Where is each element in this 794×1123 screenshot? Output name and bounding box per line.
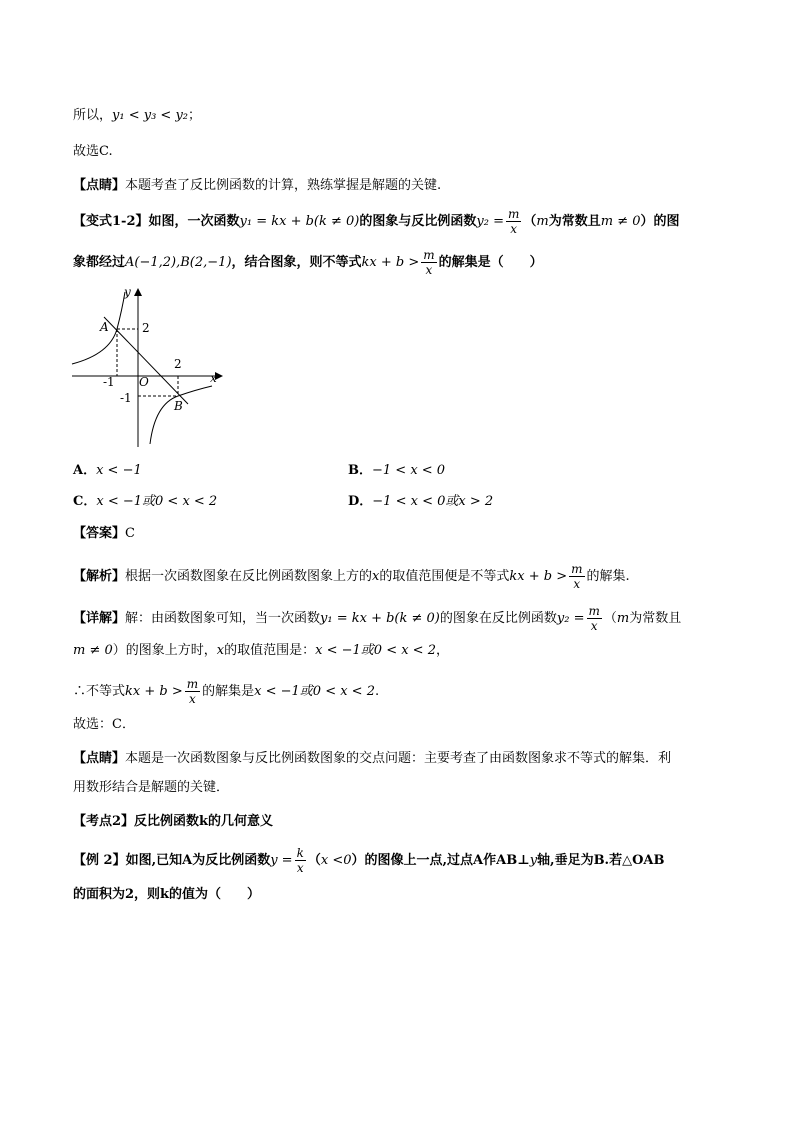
text: 解：由函数图象可知，当一次函数 xyxy=(125,611,321,626)
answer-text: C xyxy=(125,526,135,541)
text: （ xyxy=(523,214,537,229)
text: ）的图像上一点,过点A作AB⊥ xyxy=(351,853,530,868)
kaodian-heading: 【考点2】反比例函数k的几何意义 xyxy=(73,814,274,829)
math-inequality: kx + b > xyxy=(509,569,568,584)
text: 的图象在反比例函数 xyxy=(439,611,557,626)
fraction-numerator: k xyxy=(296,846,304,860)
dianjing-1 xyxy=(73,176,441,196)
math-x: x xyxy=(372,569,380,584)
text: ）的图象上方时， xyxy=(112,643,217,658)
option-label: C． xyxy=(73,494,97,509)
text: 的图象与反比例函数 xyxy=(359,214,477,229)
example-2-line-1 xyxy=(73,846,664,875)
fraction-m-over-x xyxy=(587,604,602,633)
text: 为常数且 xyxy=(548,214,601,229)
text: 轴,垂足为B.若△OAB xyxy=(537,853,665,868)
option-text: −1 < x < 0或x > 2 xyxy=(372,494,494,509)
statement-line-1 xyxy=(73,106,201,126)
math-m: m xyxy=(616,611,630,626)
x-axis-label: x xyxy=(210,371,217,385)
analysis-line xyxy=(73,562,630,591)
choose-line-2: 故选：C． xyxy=(73,717,135,732)
origin-label: O xyxy=(139,375,149,389)
text: ）的图 xyxy=(640,214,680,229)
text: ∴不等式 xyxy=(73,684,126,699)
option-b[interactable] xyxy=(348,461,445,481)
text: 的解集是（ ） xyxy=(438,255,543,270)
question-1-2-line-2 xyxy=(73,248,543,277)
fraction-m-over-x xyxy=(569,562,584,591)
fraction-numerator: m xyxy=(571,562,583,576)
fraction-denominator: x xyxy=(590,619,598,633)
dianjing-text: 本题考查了反比例函数的计算，熟练掌握是解题的关键. xyxy=(125,178,442,193)
text: ； xyxy=(188,108,202,123)
dianjing-2-line-2: 用数形结合是解题的关键． xyxy=(73,780,230,795)
text: ，结合图象，则不等式 xyxy=(231,255,362,270)
math-m: m xyxy=(536,214,549,229)
math-y: y xyxy=(529,853,538,868)
text: 的解集. xyxy=(586,569,630,584)
text: 如图,已知A为反比例函数 xyxy=(125,853,271,868)
function-graph xyxy=(60,282,230,452)
fraction-numerator: m xyxy=(588,604,600,618)
text: 如图，一次函数 xyxy=(148,214,240,229)
fraction-m-over-x xyxy=(506,207,521,236)
detail-line-1 xyxy=(73,604,681,633)
option-label: B． xyxy=(348,463,372,478)
text: 的取值范围便是不等式 xyxy=(379,569,510,584)
fraction-numerator: m xyxy=(186,677,199,691)
math-inequality: kx + b > xyxy=(125,684,183,699)
text: （ xyxy=(307,853,321,868)
option-text: x < −1或0 < x < 2 xyxy=(96,494,218,509)
fraction-numerator: m xyxy=(507,207,520,221)
detail-tag: 【详解】 xyxy=(73,611,126,626)
math-inverse-function: y₂ = xyxy=(556,611,585,626)
math-inequality: y₁ < y₃ < y₂ xyxy=(112,108,188,123)
detail-line-2 xyxy=(73,641,449,661)
fraction-denominator: x xyxy=(510,222,518,236)
hyperbola-branch-right xyxy=(150,386,212,444)
fraction-m-over-x xyxy=(421,248,436,277)
example-tag: 【例 2】 xyxy=(73,853,126,868)
dianjing-tag: 【点睛】 xyxy=(73,178,126,193)
example-2-line-2: 的面积为2，则k的值为（ ） xyxy=(73,887,261,902)
text: 根据一次函数图象在反比例函数图象上方的 xyxy=(125,569,373,584)
text: . xyxy=(374,684,380,699)
fraction-numerator: m xyxy=(423,248,435,262)
tick-y-2: 2 xyxy=(142,321,150,335)
option-label: A． xyxy=(73,463,97,478)
y-axis-label: y xyxy=(124,285,131,299)
fraction-denominator: x xyxy=(573,577,581,591)
fraction-m-over-x xyxy=(185,677,200,706)
option-d[interactable] xyxy=(348,492,493,512)
math-inverse-function: y₂ = xyxy=(476,214,504,229)
option-label: D． xyxy=(348,494,373,509)
text: ， xyxy=(435,643,449,658)
option-a[interactable] xyxy=(73,461,142,481)
text: 象都经过 xyxy=(73,255,126,270)
text: 所以， xyxy=(73,108,113,123)
text: 为常数且 xyxy=(629,611,682,626)
point-B-label: B xyxy=(174,399,183,413)
tick-x-minus-1: -1 xyxy=(103,375,115,389)
dianjing-text: 本题是一次函数图象与反比例函数图象的交点问题：主要考查了由函数图象求不等式的解集．利 xyxy=(125,751,672,766)
math-x: x xyxy=(216,643,225,658)
text: 的取值范围是： xyxy=(224,643,316,658)
y-axis-arrow xyxy=(134,288,142,296)
text: （ xyxy=(603,611,617,626)
analysis-tag: 【解析】 xyxy=(73,569,126,584)
math-inequality: kx + b > xyxy=(361,255,420,270)
tick-y-minus-1: -1 xyxy=(120,391,132,405)
math-linear-function: y₁ = kx + b(k ≠ 0) xyxy=(239,214,360,229)
choose-line: 故选C. xyxy=(73,144,113,159)
fraction-denominator: x xyxy=(296,861,304,875)
fraction-denominator: x xyxy=(189,692,196,706)
math-solution: x < −1或0 < x < 2 xyxy=(315,643,436,658)
option-text: x < −1 xyxy=(96,463,142,478)
dianjing-tag: 【点睛】 xyxy=(73,751,126,766)
math-points: A(−1,2),B(2,−1) xyxy=(125,255,232,270)
math-inverse-function: y = xyxy=(270,853,293,868)
text: 的解集是 xyxy=(202,684,255,699)
hyperbola-branch-left xyxy=(72,292,125,364)
math-solution: x < −1或0 < x < 2 xyxy=(254,684,375,699)
math-m-nonzero: m ≠ 0 xyxy=(73,643,113,658)
answer-tag: 【答案】 xyxy=(73,526,126,541)
fraction-k-over-x xyxy=(295,846,306,875)
answer-line xyxy=(73,524,135,544)
dianjing-2-line-1 xyxy=(73,749,671,769)
math-linear-function: y₁ = kx + b(k ≠ 0) xyxy=(320,611,440,626)
math-m-nonzero: m ≠ 0 xyxy=(600,214,641,229)
question-1-2-line-1 xyxy=(73,207,680,236)
math-condition: x <0 xyxy=(320,853,352,868)
tick-x-2: 2 xyxy=(174,357,182,371)
option-c[interactable] xyxy=(73,492,217,512)
option-text: −1 < x < 0 xyxy=(372,463,446,478)
question-tag: 【变式1-2】 xyxy=(73,214,149,229)
fraction-denominator: x xyxy=(425,263,433,277)
point-A-label: A xyxy=(100,320,109,334)
detail-line-3 xyxy=(73,677,379,706)
